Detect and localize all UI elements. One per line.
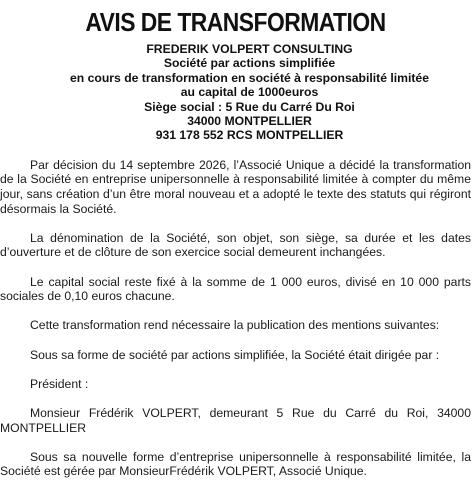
transformation-line: en cours de transformation en société à responsabilité limitée xyxy=(70,70,429,85)
paragraph-unchanged-items: La dénomination de la Société, son objet, son siège, sa durée et les dates d’ouverture et de clôture de son exercice social demeurent inchangées. xyxy=(0,230,471,260)
legal-form: Société par actions simplifiée xyxy=(163,56,336,71)
paragraph-president-name: Monsieur Frédérik VOLPERT, demeurant 5 Rue du Carré du Roi, 34000 MONTPELLIER xyxy=(0,405,471,435)
paragraph-capital: Le capital social reste fixé à la somme de 1 000 euros, divisé en 10 000 parts sociales de 0,10 euros chacune. xyxy=(0,274,471,304)
paragraph-president-label: Président : xyxy=(30,376,89,391)
rcs-number: 931 178 552 RCS MONTPELLIER xyxy=(155,128,344,143)
capital-line: au capital de 1000euros xyxy=(180,85,319,100)
postal-city: 34000 MONTPELLIER xyxy=(187,114,312,129)
notice-title: AVIS DE TRANSFORMATION xyxy=(85,7,386,37)
notice-body xyxy=(0,158,471,479)
paragraph-publication: Cette transformation rend nécessaire la publication des mentions suivantes: xyxy=(30,318,440,333)
company-name: FREDERIK VOLPERT CONSULTING xyxy=(146,42,353,56)
registered-office: Siège social : 5 Rue du Carré Du Roi xyxy=(144,99,355,114)
paragraph-former-management: Sous sa forme de société par actions simplifiée, la Société était dirigée par : xyxy=(30,347,440,362)
company-header xyxy=(0,42,471,143)
paragraph-new-management: Sous sa nouvelle forme d’entreprise unipersonnelle à responsabilité limitée, la Société est gérée par MonsieurFrédérik VOLPERT, Associé Unique. xyxy=(0,449,471,479)
paragraph-decision: Par décision du 14 septembre 2026, l’Associé Unique a décidé la transformation de la Société en entreprise unipersonnelle à responsabilité limitée à compter du même jour, sans création d’un être moral nouveau et a adopté le texte des statuts qui régiront désormais la Société. xyxy=(0,157,471,216)
